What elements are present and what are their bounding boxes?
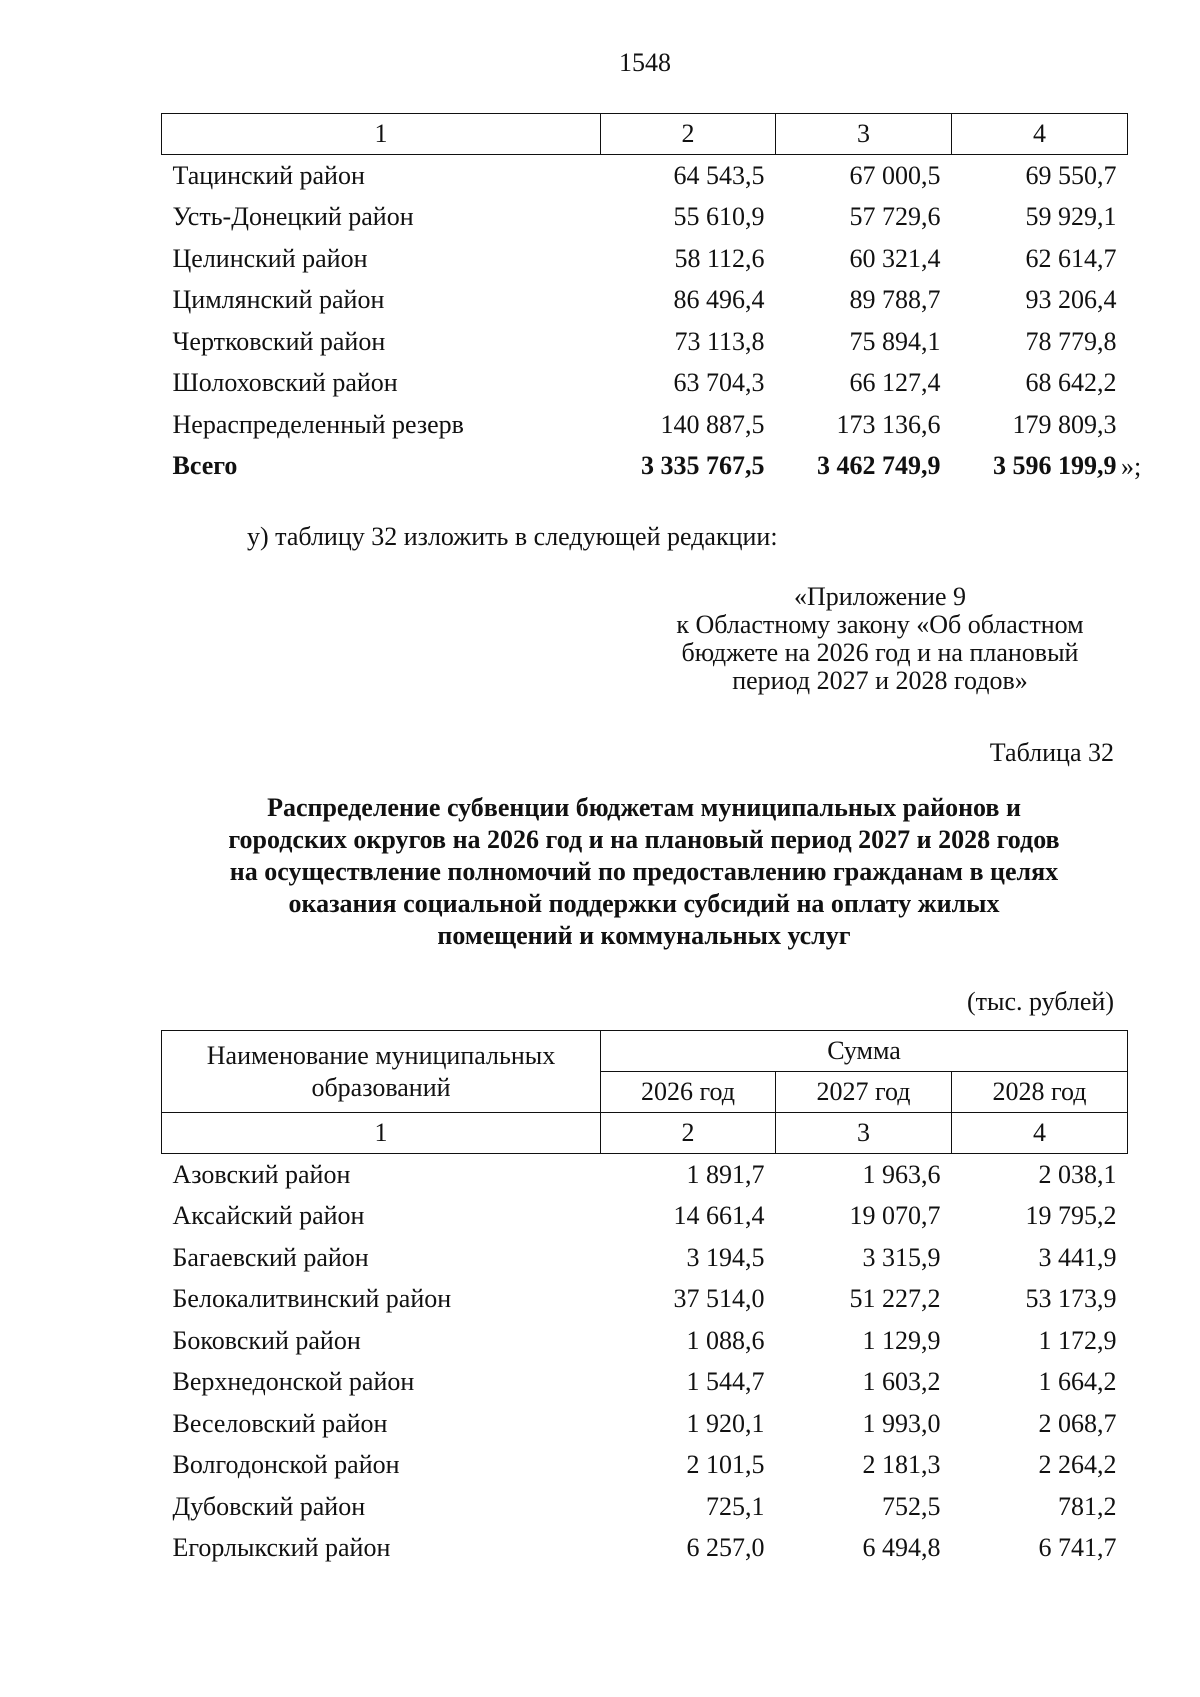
value-2027: 19 070,7 [849, 1201, 941, 1231]
value-2028: 6 741,7 [1038, 1533, 1117, 1563]
value-2026: 1 544,7 [686, 1367, 765, 1397]
value-2026: 1 891,7 [686, 1159, 765, 1189]
row-name: Азовский район [172, 1159, 351, 1189]
title-line: оказания социальной поддержки субсидий на оплату жилых [288, 889, 1000, 918]
amendment-instruction: у) таблицу 32 изложить в следующей редакции: [247, 522, 778, 551]
value-2027: 752,5 [882, 1491, 941, 1521]
value-2026: 14 661,4 [673, 1201, 765, 1231]
table-row [162, 321, 1128, 363]
row-name: Белокалитвинский район [172, 1284, 452, 1314]
row-name: Чертковский район [172, 326, 386, 356]
closing-quote-mark: »; [1121, 452, 1142, 481]
value-2026: 1 920,1 [686, 1408, 765, 1438]
table-row [162, 197, 1128, 239]
row-name: Цимлянский район [172, 285, 385, 315]
value-2026: 64 543,5 [673, 160, 765, 190]
value-2027: 1 129,9 [862, 1325, 941, 1355]
column-header-sum: Сумма [601, 1031, 1128, 1072]
table-row [162, 363, 1128, 405]
table-row [162, 1445, 1128, 1487]
table-row [162, 1362, 1128, 1404]
table-label: Таблица 32 [989, 738, 1114, 767]
row-name: Багаевский район [172, 1242, 369, 1272]
units-label: (тыс. рублей) [966, 987, 1114, 1016]
value-2028: 2 038,1 [1038, 1159, 1117, 1189]
table-row [162, 1154, 1128, 1196]
value-2027: 75 894,1 [849, 326, 941, 356]
value-2026: 37 514,0 [673, 1284, 765, 1314]
value-2026: 55 610,9 [673, 202, 765, 232]
column-header-2028: 2028 год [952, 1072, 1128, 1113]
value-2028: 2 264,2 [1038, 1450, 1117, 1480]
value-2028: 2 068,7 [1038, 1408, 1117, 1438]
row-name: Усть-Донецкий район [172, 202, 414, 232]
title-line: помещений и коммунальных услуг [437, 921, 851, 950]
table-row [162, 155, 1128, 197]
column-number: 1 [162, 1113, 601, 1154]
appendix-reference [620, 583, 1140, 695]
table-header-numbers [162, 114, 1128, 155]
row-name: Тацинский район [172, 160, 365, 190]
value-2028: 1 172,9 [1038, 1325, 1117, 1355]
row-name: Аксайский район [172, 1201, 365, 1231]
page-number: 1548 [619, 48, 671, 77]
value-2028: 19 795,2 [1025, 1201, 1117, 1231]
value-2027: 89 788,7 [849, 285, 941, 315]
value-2028: 53 173,9 [1025, 1284, 1117, 1314]
table-header-row [162, 1031, 1128, 1072]
header-name-line: образований [311, 1072, 451, 1102]
value-2026: 1 088,6 [686, 1325, 765, 1355]
column-number: 1 [162, 114, 601, 155]
value-2026: 2 101,5 [686, 1450, 765, 1480]
value-2026: 58 112,6 [674, 243, 765, 273]
column-header-2027: 2027 год [776, 1072, 952, 1113]
row-name: Егорлыкский район [172, 1533, 391, 1563]
table-row [162, 1486, 1128, 1528]
title-line: Распределение субвенции бюджетам муниципальных районов и [267, 793, 1021, 822]
row-name: Нераспределенный резерв [172, 409, 464, 439]
table-row [162, 1279, 1128, 1321]
value-2027: 1 993,0 [862, 1408, 941, 1438]
value-2026: 6 257,0 [686, 1533, 765, 1563]
value-2027: 57 729,6 [849, 202, 941, 232]
value-2027: 173 136,6 [836, 409, 941, 439]
title-line: на осуществление полномочий по предоставлению гражданам в целях [229, 857, 1059, 886]
value-2028: 179 809,3 [1012, 409, 1117, 439]
value-2026: 725,1 [706, 1491, 765, 1521]
value-2027: 3 315,9 [862, 1242, 941, 1272]
value-2026: 140 887,5 [660, 409, 765, 439]
table-row [162, 404, 1128, 446]
value-2026: 86 496,4 [673, 285, 765, 315]
row-name: Боковский район [172, 1325, 361, 1355]
total-label: Всего [172, 451, 238, 481]
value-2028: 78 779,8 [1025, 326, 1117, 356]
appendix-line: бюджете на 2026 год и на плановый [681, 638, 1079, 667]
table-row [162, 1403, 1128, 1445]
value-2027: 66 127,4 [849, 368, 941, 398]
column-number: 4 [952, 114, 1128, 155]
column-number: 3 [776, 1113, 952, 1154]
table-row [162, 1528, 1128, 1570]
appendix-line: период 2027 и 2028 годов» [732, 666, 1028, 695]
row-name: Волгодонской район [172, 1450, 400, 1480]
total-2027: 3 462 749,9 [817, 451, 941, 481]
appendix-line: «Приложение 9 [793, 582, 967, 611]
row-name: Целинский район [172, 243, 368, 273]
column-number: 2 [601, 1113, 776, 1154]
table-row [162, 280, 1128, 322]
value-2027: 51 227,2 [849, 1284, 941, 1314]
value-2028: 69 550,7 [1025, 160, 1117, 190]
column-header-2026: 2026 год [601, 1072, 776, 1113]
table-row [162, 1196, 1128, 1238]
column-number: 4 [952, 1113, 1128, 1154]
value-2027: 1 603,2 [862, 1367, 941, 1397]
value-2028: 3 441,9 [1038, 1242, 1117, 1272]
value-2028: 68 642,2 [1025, 368, 1117, 398]
value-2027: 2 181,3 [862, 1450, 941, 1480]
value-2028: 1 664,2 [1038, 1367, 1117, 1397]
value-2027: 1 963,6 [862, 1159, 941, 1189]
header-name-line: Наименование муниципальных [206, 1040, 556, 1070]
row-name: Шолоховский район [172, 368, 398, 398]
table-32 [161, 1030, 1128, 1569]
column-header-name [162, 1031, 601, 1113]
value-2028: 59 929,1 [1025, 202, 1117, 232]
value-2026: 73 113,8 [674, 326, 765, 356]
value-2028: 781,2 [1058, 1491, 1117, 1521]
table-row [162, 1237, 1128, 1279]
total-row [162, 446, 1128, 488]
value-2028: 93 206,4 [1025, 285, 1117, 315]
column-number: 2 [601, 114, 776, 155]
table-header-numbers [162, 1113, 1128, 1154]
value-2027: 6 494,8 [862, 1533, 941, 1563]
column-number: 3 [776, 114, 952, 155]
value-2026: 3 194,5 [686, 1242, 765, 1272]
table-previous-continuation [161, 113, 1128, 487]
value-2028: 62 614,7 [1025, 243, 1117, 273]
table-title [161, 792, 1127, 952]
total-2028: 3 596 199,9 [993, 451, 1117, 481]
row-name: Дубовский район [172, 1491, 366, 1521]
row-name: Веселовский район [172, 1408, 388, 1438]
total-2026: 3 335 767,5 [641, 451, 765, 481]
row-name: Верхнедонской район [172, 1367, 415, 1397]
value-2027: 67 000,5 [849, 160, 941, 190]
value-2026: 63 704,3 [673, 368, 765, 398]
value-2027: 60 321,4 [849, 243, 941, 273]
appendix-line: к Областному закону «Об областном [676, 610, 1084, 639]
title-line: городских округов на 2026 год и на плановый период 2027 и 2028 годов [228, 825, 1060, 854]
table-row [162, 1320, 1128, 1362]
table-row [162, 238, 1128, 280]
